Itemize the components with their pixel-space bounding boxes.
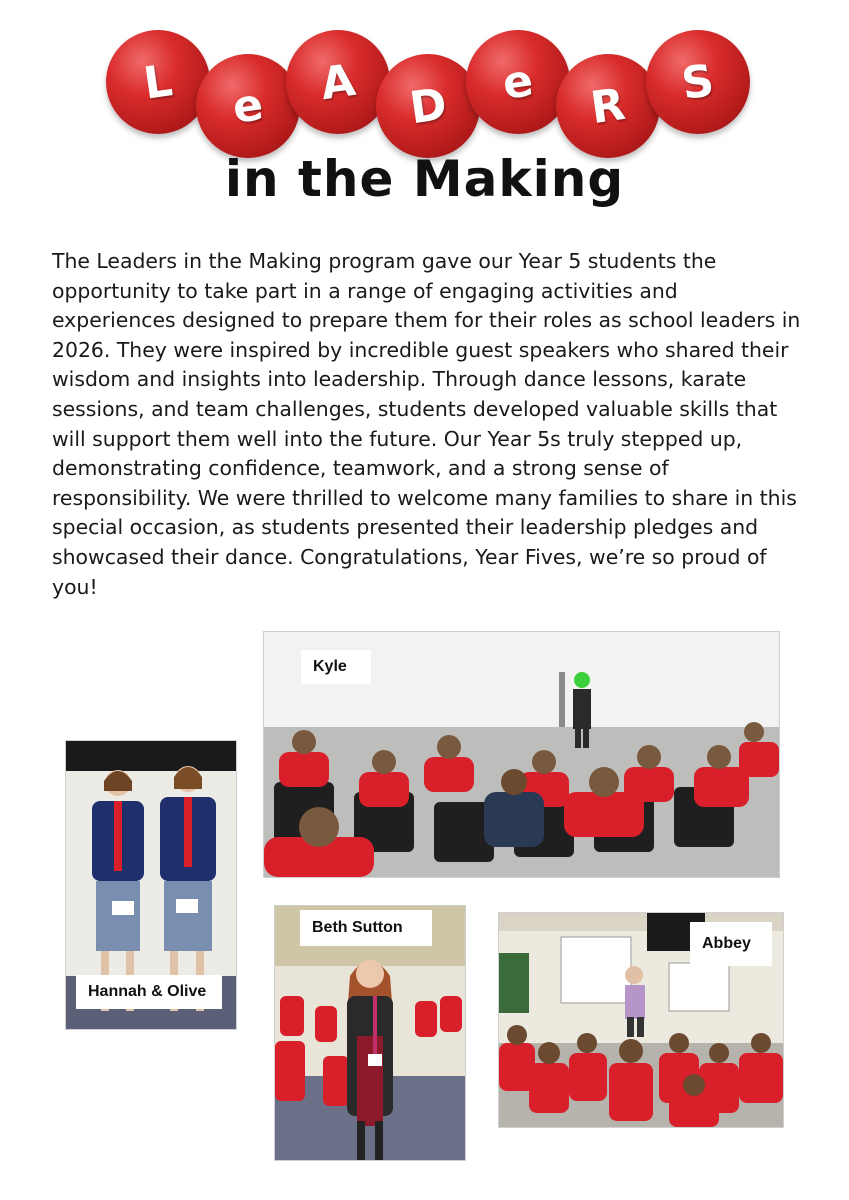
title-ball (286, 30, 390, 134)
title-ball (466, 30, 570, 134)
caption-kyle: Kyle (301, 650, 371, 684)
title-letter: A (317, 54, 359, 110)
title-ball (196, 54, 300, 158)
title-ball (376, 54, 480, 158)
title-banner (100, 22, 760, 162)
caption-abbey: Abbey (690, 922, 772, 966)
caption-hannah-olive: Hannah & Olive (76, 975, 222, 1009)
title-letter: D (406, 78, 450, 134)
title-letter: S (678, 54, 718, 110)
title-ball (106, 30, 210, 134)
title-letter: e (229, 78, 267, 134)
body-paragraph: The Leaders in the Making program gave our Year 5 students the opportunity to take part in a range of engaging activities and experiences designed to prepare them for their roles as school leaders in 2026. They were inspired by incredible guest speakers who shared their wisdom and insights into leadership. Through dance lessons, karate sessions, and team challenges, students developed valuable skills that will support them well into the future. Our Year 5s truly stepped up, demonstrating confidence, teamwork, and a strong sense of responsibility. We were thrilled to welcome many families to share in this special occasion, as students presented their leadership pledges and showcased their dance. Congratulations, Year Fives, we’re so proud of you! (52, 249, 801, 599)
title-ball (556, 54, 660, 158)
caption-beth-sutton: Beth Sutton (300, 910, 432, 946)
subtitle: in the Making (224, 150, 625, 208)
title-ball (646, 30, 750, 134)
title-letter: e (499, 54, 537, 110)
title-letter: R (587, 78, 629, 134)
title-letter: L (140, 54, 176, 110)
